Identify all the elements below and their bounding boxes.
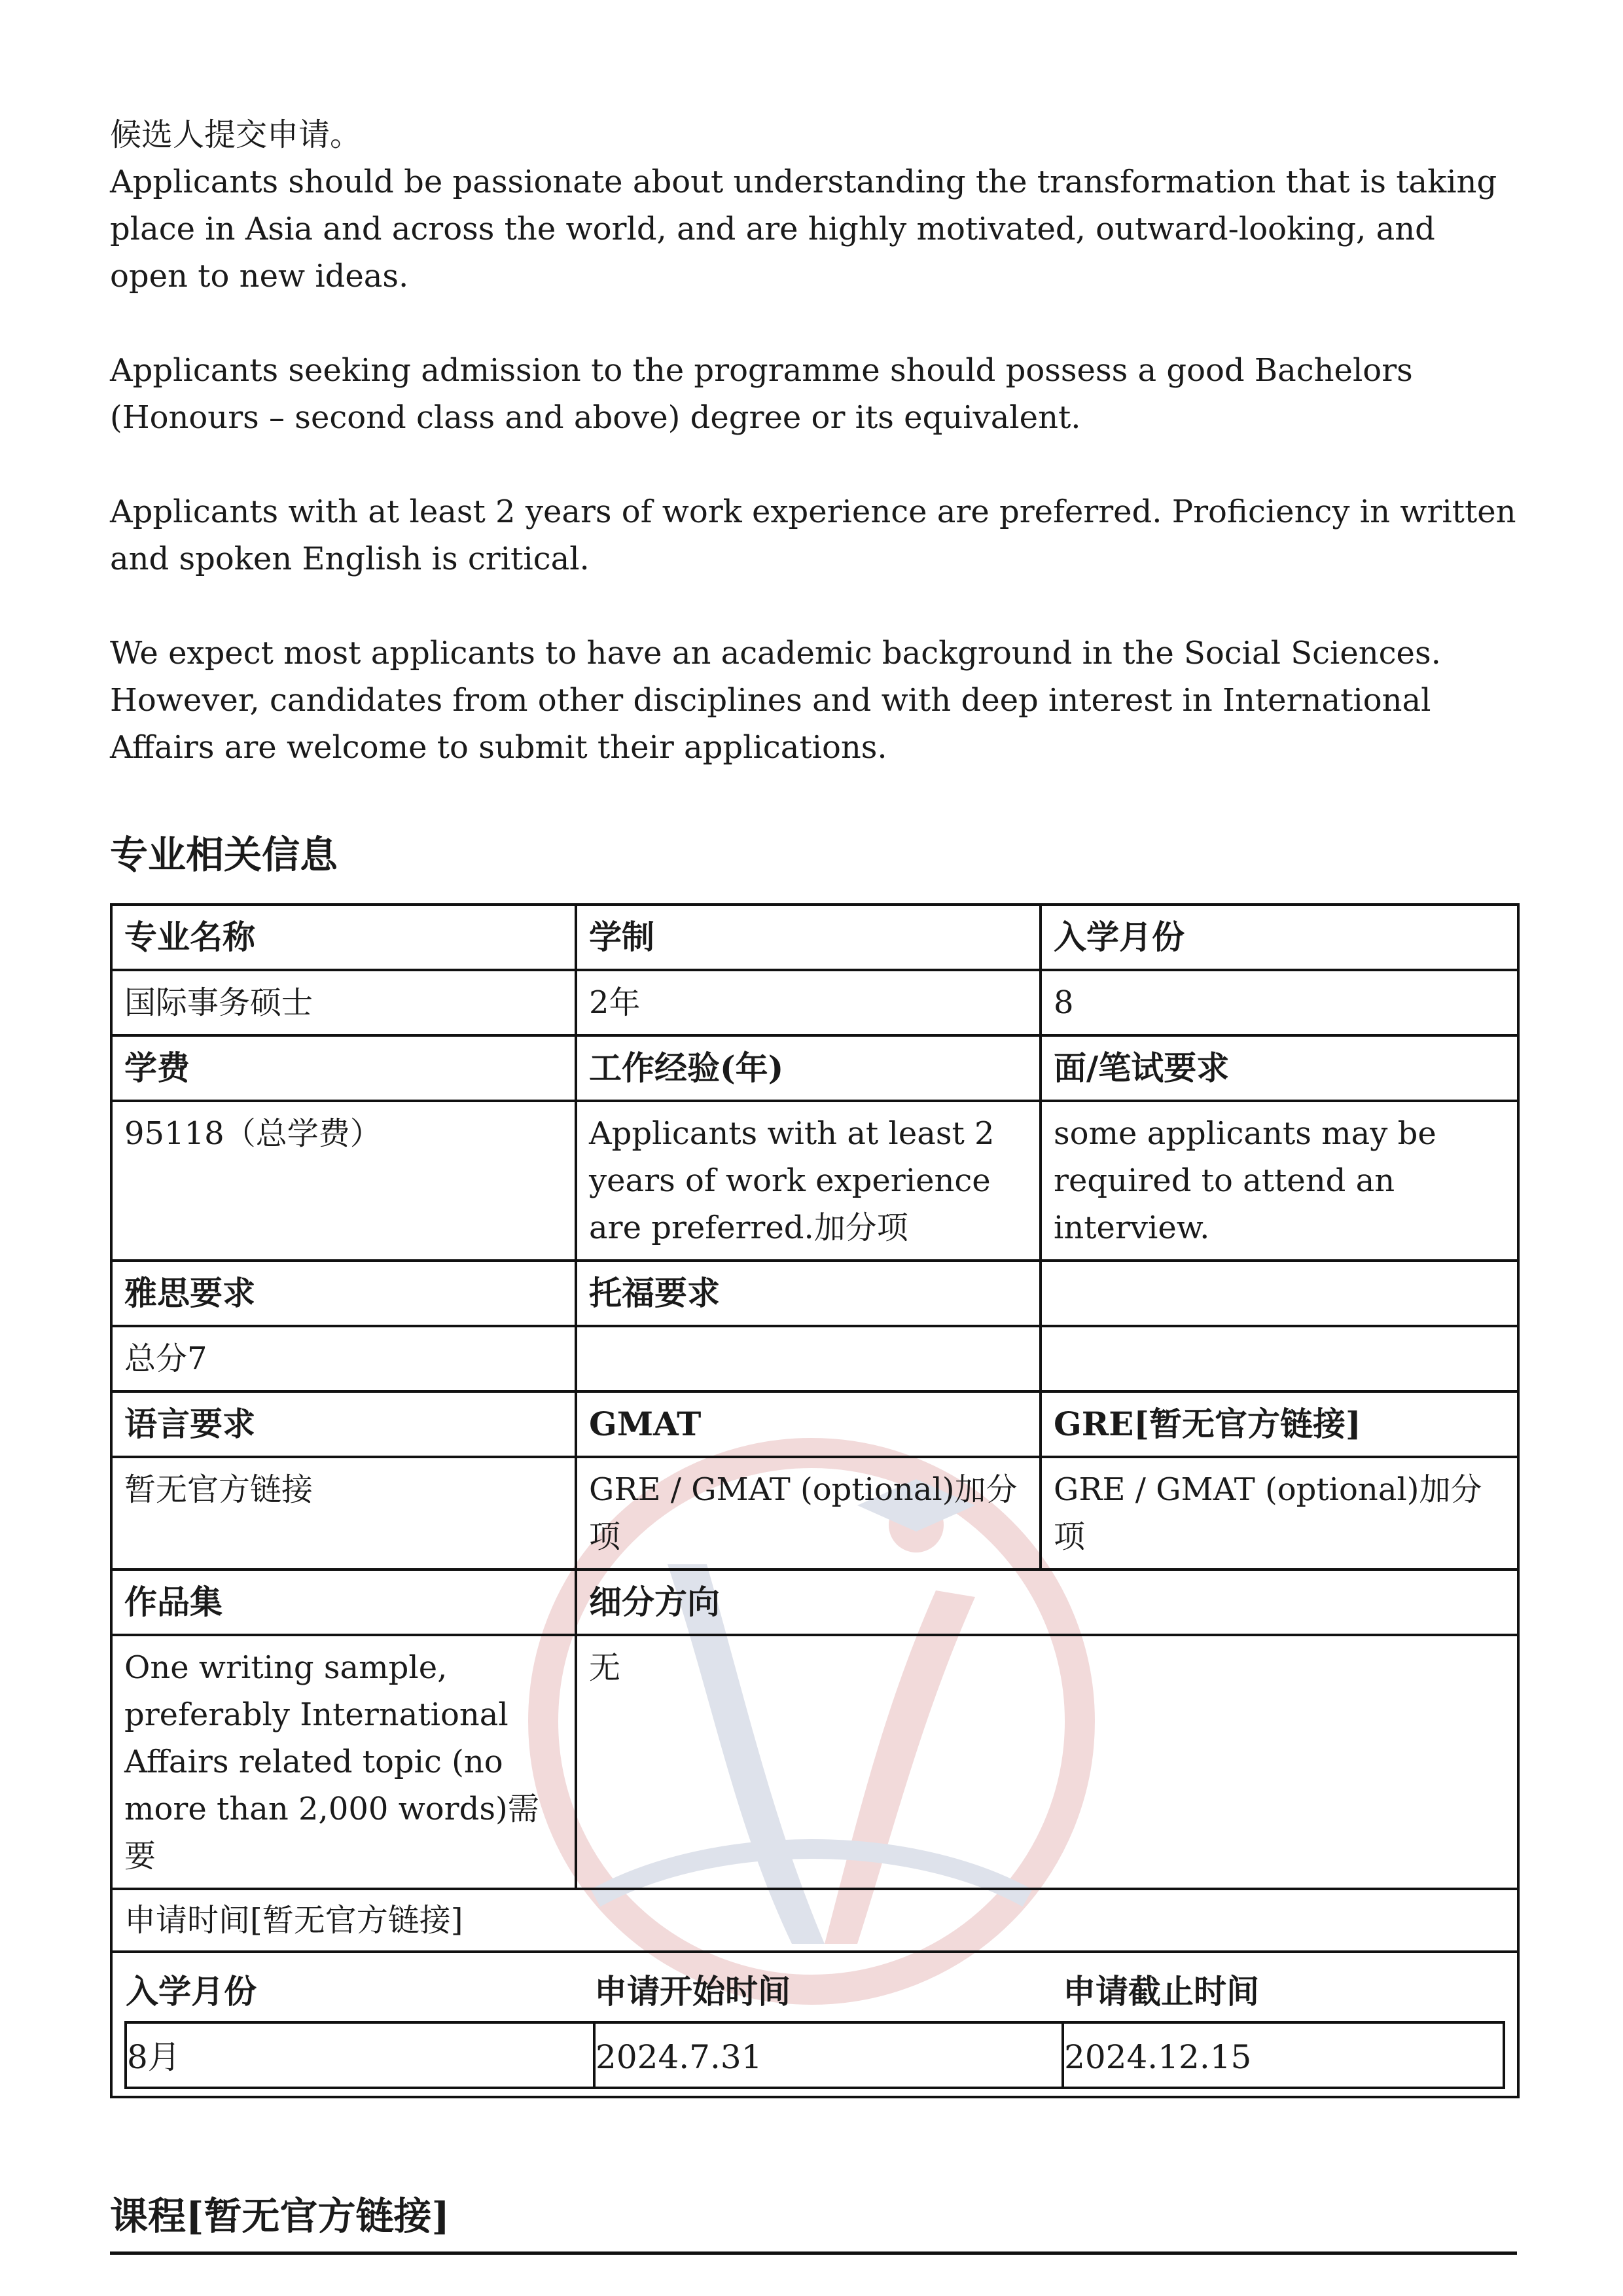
header-ielts: 雅思要求 <box>111 1261 576 1326</box>
value-duration: 2年 <box>576 970 1041 1035</box>
value-language: 暂无官方链接 <box>111 1457 576 1570</box>
header-program-name: 专业名称 <box>111 905 576 970</box>
program-info-table <box>110 903 1520 2098</box>
value-work-experience: Applicants with at least 2 years of work experience are preferred.加分项 <box>576 1101 1041 1261</box>
timeline-deadline-date: 2024.12.15 <box>1063 2022 1504 2088</box>
value-toefl <box>576 1326 1041 1391</box>
intro-paragraph-1: Applicants should be passionate about understanding the transformation that is taking place in Asia and across the world, and are highly motivated, outward-looking, and open to new ideas. <box>110 164 1497 295</box>
header-concentration: 细分方向 <box>576 1570 1518 1635</box>
value-concentration: 无 <box>576 1635 1518 1889</box>
value-program-name: 国际事务硕士 <box>111 970 576 1035</box>
value-interview: some applicants may be required to attend an interview. <box>1041 1101 1518 1261</box>
header-interview: 面/笔试要求 <box>1041 1035 1518 1101</box>
section-title: 专业相关信息 <box>110 833 338 877</box>
intro-paragraph-3: Applicants with at least 2 years of work experience are preferred. Proficiency in written and spoken English is critical. <box>110 493 1516 577</box>
header-gre: GRE[暂无官方链接] <box>1041 1391 1518 1457</box>
header-duration: 学制 <box>576 905 1041 970</box>
timeline-table <box>124 1960 1505 2089</box>
header-toefl: 托福要求 <box>576 1261 1041 1326</box>
application-timeline <box>111 1952 1518 2097</box>
intro-line: 候选人提交申请。 <box>110 117 362 153</box>
header-empty <box>1041 1261 1518 1326</box>
header-gmat: GMAT <box>576 1391 1041 1457</box>
header-tuition: 学费 <box>111 1035 576 1101</box>
course-title: 课程[暂无官方链接] <box>110 2190 1517 2255</box>
header-portfolio: 作品集 <box>111 1570 576 1635</box>
timeline-header-intake: 入学月份 <box>126 1960 594 2022</box>
value-gmat: GRE / GMAT (optional)加分项 <box>576 1457 1041 1570</box>
timeline-header-open: 申请开始时间 <box>594 1960 1063 2022</box>
timeline-header-deadline: 申请截止时间 <box>1063 1960 1504 2022</box>
value-tuition: 95118（总学费） <box>111 1101 576 1261</box>
header-work-experience: 工作经验(年) <box>576 1035 1041 1101</box>
value-empty <box>1041 1326 1518 1391</box>
timeline-open-date: 2024.7.31 <box>594 2022 1063 2088</box>
intro-paragraph-2: Applicants seeking admission to the programme should possess a good Bachelors (Honours – second class and above) degree or its equivalent. <box>110 352 1413 436</box>
header-intake-month: 入学月份 <box>1041 905 1518 970</box>
intro-paragraph-4: We expect most applicants to have an academic background in the Social Sciences. However, candidates from other disciplines and with deep interest in International Affairs are welcome to submit their applications. <box>110 635 1441 766</box>
value-intake-month: 8 <box>1041 970 1518 1035</box>
application-time-label: 申请时间[暂无官方链接] <box>111 1889 1518 1952</box>
value-gre: GRE / GMAT (optional)加分项 <box>1041 1457 1518 1570</box>
value-ielts: 总分7 <box>111 1326 576 1391</box>
timeline-intake-month: 8月 <box>126 2022 594 2088</box>
value-portfolio: One writing sample, preferably International Affairs related topic (no more than 2,000 words)需要 <box>111 1635 576 1889</box>
header-language: 语言要求 <box>111 1391 576 1457</box>
